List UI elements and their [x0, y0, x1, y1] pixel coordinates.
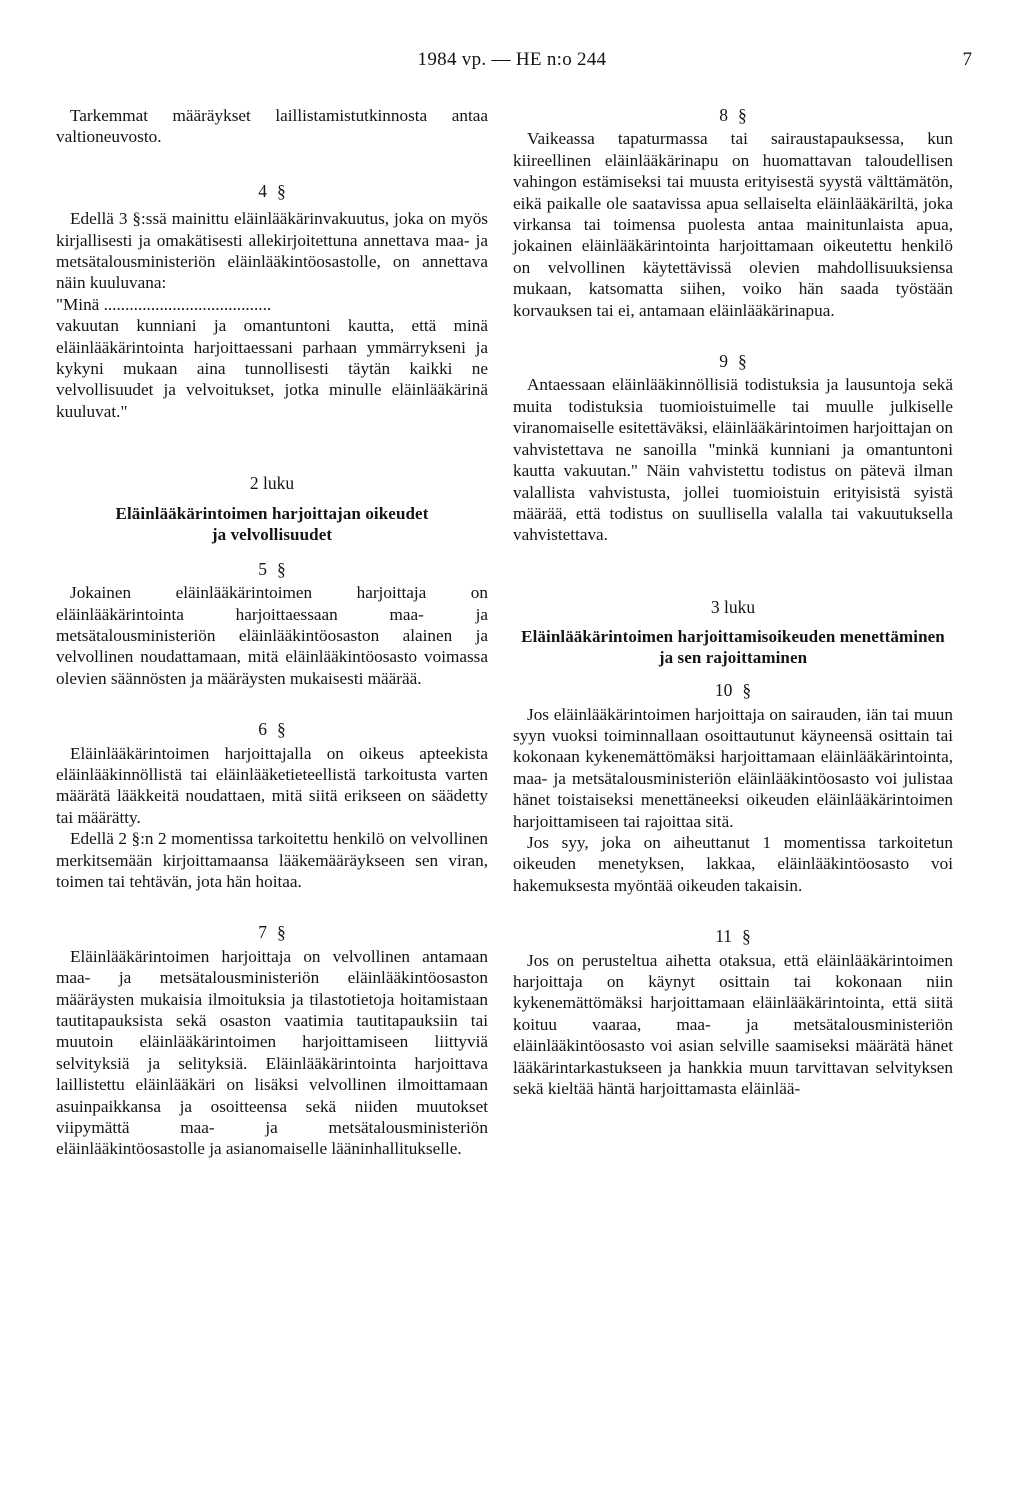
section-sign-icon: §: [742, 680, 752, 701]
section-7-text: Eläinlääkärintoimen harjoittaja on velvollinen antamaan maa- ja metsätalousministeriön eläinlääkintöosaston määräysten mukaisia ilmoituksia ja tilastotietoja hoitamistaan tautitapauksista sekä osaston vaatimia tautitapauksiin tai muutoin eläinlääkärintoimen harjoittamiseen liittyviä selvityksiä ja selityksiä. Eläinlääkärintointa harjoittava laillistettu eläinlääkäri on lisäksi velvollinen ilmoittamaan asuinpaikkansa ja osoitteensa sekä niiden muutokset viipymättä maa- ja metsätalousministeriön eläinlääkintöosastolle ja asianomaiselle lääninhallitukselle.: [56, 946, 488, 1159]
section-4-text: Edellä 3 §:ssä mainittu eläinlääkärinvakuutus, joka on myös kirjallisesti ja omakätisesti allekirjoitettuna annettava maa- ja metsätalousministeriön eläinlääkintöosastolle, on annettava näin kuuluvana:: [56, 209, 488, 293]
section-9-heading: [513, 351, 953, 372]
section-5-text: Jokainen eläinlääkärintoimen harjoittaja on eläinlääkärintointa harjoittaessaan maa- ja metsätalousministeriön eläinlääkintöosaston alainen ja velvollinen noudattamaan, mitä eläinlääkintöosasto voimassa olevien säännösten ja määräysten mukaisesti määrää.: [56, 583, 488, 688]
chapter-3-number: 3 luku: [710, 596, 756, 617]
running-header: [0, 49, 1024, 75]
intro-paragraph: Tarkemmat määräykset laillistamistutkinnosta antaa valtioneuvosto.: [56, 106, 488, 147]
section-4-oath-start: "Minä .......................................: [56, 294, 272, 314]
left-column: [56, 105, 488, 1160]
section-8-text: Vaikeassa tapaturmassa tai sairaustapauksessa, kun kiireellinen eläinlääkärinapu on huomattavan taloudellisen vahingon estämiseksi tai muusta erityisestä syystä välttämätön, eikä paikalle ole saatavissa apua sellaiselta eläinlääkäriltä, joka virkansa tai toimensa puolesta antaa mainitunlaista apua, jokainen eläinlääkärintointa harjoittamaan oikeutettu henkilö on velvollinen käytettävissä olevien mahdollisuuksiensa mukaan, katsomatta siihen, voiko hän saada työstään korvauksen tai ei, antamaan eläinlääkärinapua.: [513, 129, 953, 320]
section-11-heading: [513, 926, 953, 947]
section-11-text: Jos on perusteltua aihetta otaksua, että eläinlääkärintoimen harjoittaja on käynyt osittain tai kokonaan niin kykenemättömäksi harjoittamaan eläinlääkärintointa, että siitä koituu vaaraa, maa- ja metsätalousministeriön eläinlääkintöosasto voi asian selville saamiseksi määrätä hänet lääkärintarkastukseen ja hankkia muun tarvittavan selvityksen sekä kieltää häntä harjoittamasta eläinlää-: [513, 950, 953, 1099]
section-10-text-2: Jos syy, joka on aiheuttanut 1 momentissa tarkoitetun oikeuden menetyksen, lakkaa, eläinlääkintöosasto voi hakemuksesta myöntää oikeuden takaisin.: [513, 832, 953, 895]
section-6-number: 6: [258, 719, 267, 740]
chapter-3-title: Eläinlääkärintoimen harjoittamisoikeuden menettäminen ja sen rajoittaminen: [521, 627, 945, 668]
section-6-heading: [56, 719, 488, 740]
right-column: [513, 105, 953, 1099]
section-10-text-1: Jos eläinlääkärintoimen harjoittaja on sairauden, iän tai muun syyn vuoksi toiminnallaan osoittautunut käyneensä osittain tai kokonaan kykenemättömäksi harjoittamaan eläinlääkärintointa, maa- ja metsätalousministeriön eläinlääkintöosasto voi julistaa hänet toistaiseksi menettäneeksi oikeuden eläinlääkärintoimen harjoittamiseen tai rajoittaa sitä.: [513, 704, 953, 831]
section-7-number: 7: [258, 922, 267, 943]
section-5-number: 5: [258, 558, 267, 579]
chapter-2-title-line-1: Eläinlääkärintoimen harjoittajan oikeudet: [115, 503, 429, 523]
section-sign-icon: §: [277, 719, 286, 740]
section-9-number: 9: [719, 351, 728, 372]
chapter-2-number: 2 luku: [249, 473, 295, 494]
section-sign-icon: §: [742, 926, 751, 947]
section-8-heading: [513, 105, 953, 126]
section-10-number: 10: [714, 680, 733, 701]
section-4-number: 4: [258, 180, 267, 201]
section-sign-icon: §: [738, 105, 747, 125]
section-4-oath-text: vakuutan kunniani ja omantuntoni kautta, että minä eläinlääkärintointa harjoittaessani parhaan ymmärrykseni ja kykyni mukaan aina tunnollisesti täytän kaikki ne velvollisuudet ja velvoitukset, jotka minulle eläinlääkärinä kuuluvat.": [56, 316, 488, 421]
section-sign-icon: §: [277, 922, 286, 943]
running-title: 1984 vp. — HE n:o 244: [417, 49, 607, 70]
section-6-text-2: Edellä 2 §:n 2 momentissa tarkoitettu henkilö on velvollinen merkitsemään kirjoittamaansa lääkemääräykseen sen viran, toimen tai tehtävän, jota hän hoitaa.: [56, 829, 488, 891]
section-sign-icon: §: [738, 351, 747, 372]
section-11-number: 11: [715, 926, 733, 947]
section-8-number: 8: [719, 105, 728, 125]
page-number: 7: [962, 49, 972, 70]
section-4-heading: [56, 181, 488, 202]
chapter-2-title-line-2: ja velvollisuudet: [211, 524, 333, 544]
section-6-text-1: Eläinlääkärintoimen harjoittajalla on oikeus apteekista eläinlääkinnöllistä tai eläinlääketieteellistä tarkoitusta varten määrätä lääkkeitä noudattaen, mitä siitä erikseen on säädetty tai määrätty.: [56, 743, 488, 827]
section-5-heading: [56, 559, 488, 580]
section-9-text: Antaessaan eläinlääkinnöllisiä todistuksia ja lausuntoja sekä muita todistuksia tuomioistuimelle tai muulle julkiselle viranomaiselle esitettäväksi, eläinlääkärintoimen harjoittajan on vahvistettava ne sanoilla "minkä kunniani ja omantuntoni kautta vakuutan." Näin vahvistettu todistus on pätevä ilman valallista vahvistusta, jollei tuomioistuin erityisistä syistä määrää, että todistus on suullisella valalla tai vakuutuksella vahvistettava.: [513, 375, 953, 545]
section-10-heading: [513, 680, 953, 701]
section-sign-icon: §: [277, 558, 286, 579]
section-7-heading: [56, 922, 488, 943]
section-sign-icon: §: [277, 180, 286, 201]
